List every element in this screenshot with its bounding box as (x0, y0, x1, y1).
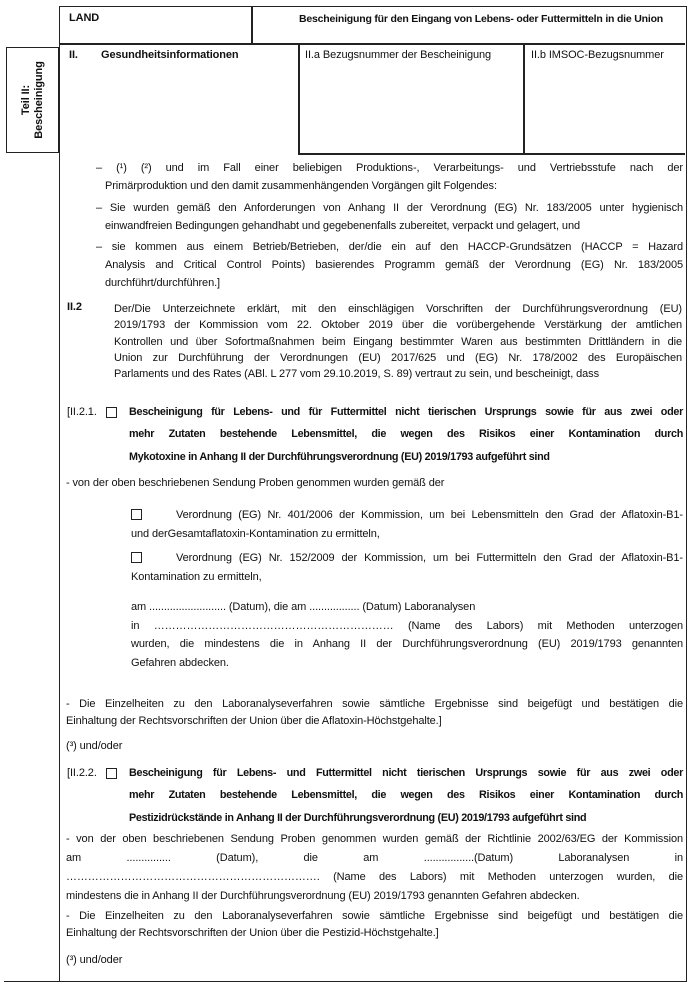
hygiene-item (96, 159, 683, 195)
hygiene-item-line: durchführt/durchführen.] (105, 277, 221, 289)
sampling-line: am ............... (Datum), die am .................(Datum) Laboranalysen in (66, 852, 683, 864)
results-statement-ii21 (66, 696, 683, 730)
country-label: LAND (69, 12, 100, 24)
section-ii21-title-line: mehr Zutaten bestehende Lebensmittel, die wegen des Risikos einer Kontamination durch (129, 428, 683, 441)
sampling-ii22 (66, 830, 683, 906)
section-ii22-title-line: Pestizidrückstände in Anhang II der Durchführungsverordnung (EU) 2019/1793 aufgeführt sind (129, 811, 587, 824)
section-ii22-title-line: Bescheinigung für Lebens- und Futtermittel nicht tierischen Ursprungs sowie für aus zwei oder (129, 767, 683, 779)
regulation-option-line: Verordnung (EG) Nr. 152/2009 der Kommission, um bei Futtermitteln den Grad der Aflatoxin-B1- (176, 552, 683, 564)
section-ii21-checkbox[interactable] (106, 407, 117, 418)
section-ii21-title (129, 401, 683, 468)
header-row1-divider (251, 7, 253, 43)
lab-analysis-ii21 (131, 598, 683, 672)
hygiene-item (96, 238, 683, 292)
lab-analysis-line: wurden, die mindestens die in Anhang II der Durchführungsverordnung (EU) 2019/1793 genannten (131, 638, 683, 650)
imsoc-number-cell[interactable] (525, 45, 683, 152)
lab-analysis-line: am .......................... (Datum), die am ................. (Datum) Laboranalysen (131, 601, 476, 613)
sampling-intro-ii21: - von der oben beschriebenen Sendung Proben genommen wurden gemäß der (66, 477, 445, 489)
hygiene-item-line: – Sie wurden gemäß den Anforderungen von Anhang II der Verordnung (EG) Nr. 183/2005 unter hygienisch (96, 201, 683, 214)
hygiene-item-line: Analysis and Critical Control Points) basierendes Programm gemäß der Verordnung (EG) Nr. 183/2005 (105, 259, 683, 271)
part-ii-sidebar (6, 47, 59, 153)
section-ii22-label: [II.2.2. (67, 767, 97, 779)
ref-number-cell[interactable] (300, 45, 522, 152)
part-ii-label: Teil II: Bescheinigung (19, 61, 45, 139)
clause-ii2-line: Union zur Durchführung der Verordnungen (EU) 2017/625 und (EG) Nr. 178/2002 des Europäischen (114, 351, 682, 364)
lab-analysis-line: Gefahren abdecken. (131, 656, 229, 669)
ref-number-label: II.a Bezugsnummer der Bescheinigung (305, 49, 492, 61)
results-line: - Die Einzelheiten zu den Laboranalyseverfahren sowie sämtliche Ergebnisse sind beigefügt und bestätigen die (66, 698, 683, 710)
hygiene-item-line: – (¹) (²) und im Fall einer beliebigen Produktions-, Verarbeitungs- und Vertriebsstufe nach der (96, 162, 683, 174)
section-ii21-title-line: Bescheinigung für Lebens- und für Futtermittel nicht tierischen Ursprungs sowie für aus zwei oder (129, 406, 683, 418)
hygiene-item-line: Primärproduktion und den damit zusammenhängenden Vorgängen gilt Folgendes: (105, 180, 497, 192)
sampling-line: mindestens die in Anhang II der Durchführungsverordnung (EU) 2019/1793 genannten Gefahren abdecken. (66, 890, 580, 902)
certificate-body-box (59, 6, 687, 982)
certificate-title: Bescheinigung für den Eingang von Lebens- oder Futtermitteln in die Union (299, 13, 663, 25)
hygiene-item-line: – sie kommen aus einem Betrieb/Betrieben, der/die ein auf den HACCP-Grundsätzen (HACCP = Hazard (96, 241, 683, 253)
regulation-152-2009-checkbox[interactable] (131, 552, 142, 563)
section-ii22-title (129, 762, 683, 829)
bottom-rule-extension (4, 981, 59, 983)
clause-ii2-line: Kontrollen und über Sofortmaßnahmen beim Eingang bestimmter Waren aus bestimmten Drittländern in die (114, 335, 682, 348)
sampling-line: ……………………………………………………………. (Name des Labors) mit Methoden unterzogen wurden, die (66, 871, 683, 883)
clause-ii2-paragraph (114, 301, 682, 382)
section-ii21-label: [II.2.1. (67, 406, 97, 418)
section-no: II. (69, 49, 78, 61)
clause-ii2-line: Der/Die Unterzeichnete erklärt, mit den einschlägigen Vorschriften der Durchführungsverordnung (EU) (114, 303, 682, 315)
header-row2-bottom-rule (298, 153, 685, 155)
imsoc-number-label: II.b IMSOC-Bezugsnummer (531, 49, 664, 61)
regulation-401-2006-checkbox[interactable] (131, 509, 142, 520)
clause-ii2-line: 2019/1793 der Kommission vom 22. Oktober 2019 über die vorübergehende Verstärkung der amtlichen (114, 319, 682, 332)
section-title: Gesundheitsinformationen (101, 49, 239, 61)
results-line: - Die Einzelheiten zu den Laboranalyseverfahren sowie sämtliche Ergebnisse sind beigefügt und bestätigen die (66, 910, 683, 922)
clause-ii2-label: II.2 (67, 301, 82, 313)
section-ii21-title-line: Mykotoxine in Anhang II der Durchführungsverordnung (EU) 2019/1793 aufgeführt sind (129, 450, 550, 463)
section-ii22-title-line: mehr Zutaten bestehende Lebensmittel, die wegen des Risikos einer Kontamination durch (129, 789, 683, 802)
regulation-option (131, 506, 683, 544)
hygiene-conditions-list (96, 159, 683, 292)
footnote-and-or-2: (³) und/oder (66, 954, 123, 966)
results-statement-ii22 (66, 908, 683, 942)
clause-ii2-line: Parlaments und des Rates (ABl. L 277 vom 29.10.2019, S. 89) vertraut zu sein, und bescheinigt, dass (114, 368, 599, 381)
regulation-option-line: Kontamination zu ermitteln, (131, 571, 262, 583)
regulation-option (131, 549, 683, 587)
section-ii22-checkbox[interactable] (106, 768, 117, 779)
hygiene-item-line: einwandfreien Bedingungen gehandhabt und gegebenenfalls zubereitet, verpackt und gelagert, und (105, 219, 580, 232)
hygiene-item (96, 199, 683, 235)
lab-analysis-line: in ………………………………………………………… (Name des Labors) mit Methoden unterzogen (131, 619, 683, 632)
regulation-options (131, 506, 683, 587)
results-line: Einhaltung der Rechtsvorschriften der Union über die Aflatoxin-Höchstgehalte.] (66, 715, 442, 727)
results-line: Einhaltung der Rechtsvorschriften der Union über die Pestizid-Höchstgehalte.] (66, 927, 439, 939)
regulation-option-line: Verordnung (EG) Nr. 401/2006 der Kommission, um bei Lebensmitteln den Grad der Aflatoxin-B1- (176, 509, 683, 521)
footnote-and-or-1: (³) und/oder (66, 740, 123, 752)
regulation-option-line: und derGesamtaflatoxin-Kontamination zu ermitteln, (131, 528, 380, 540)
sampling-line: - von der oben beschriebenen Sendung Proben genommen wurden gemäß der Richtlinie 2002/63/EG der Kommission (66, 833, 683, 845)
